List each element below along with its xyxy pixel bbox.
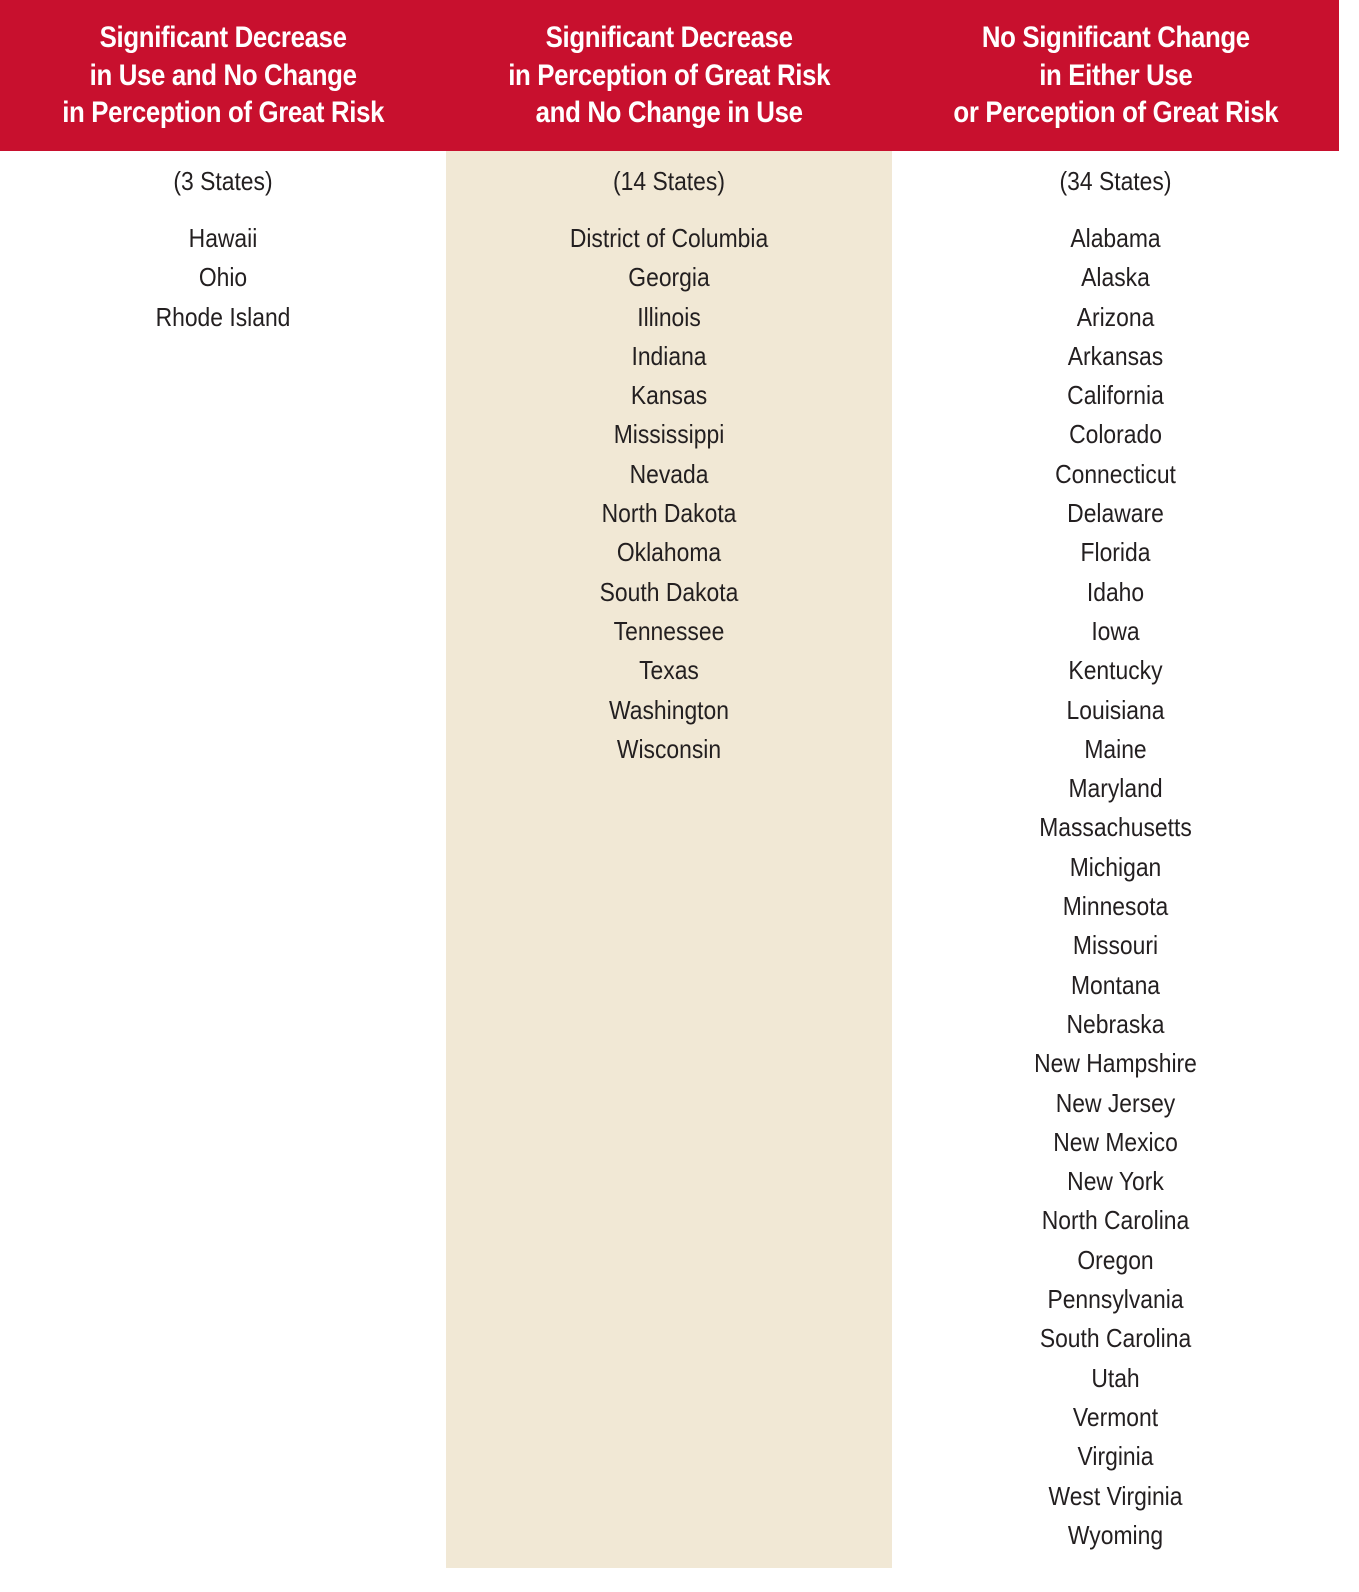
header-line: Significant Decrease	[99, 21, 347, 55]
state-item: South Dakota	[599, 576, 739, 607]
state-item: North Carolina	[1041, 1205, 1190, 1236]
state-item: Colorado	[1069, 419, 1162, 450]
column-header	[446, 0, 892, 151]
state-item: Kansas	[630, 380, 708, 411]
state-item: California	[1067, 380, 1164, 411]
column-header-text	[953, 19, 1278, 132]
state-count: (34 States)	[1059, 166, 1172, 196]
state-item: Wyoming	[1067, 1519, 1164, 1550]
state-item: Georgia	[628, 262, 710, 293]
header-line: Significant Decrease	[545, 21, 793, 55]
state-item: Pennsylvania	[1047, 1284, 1184, 1315]
column-no-significant-change	[892, 0, 1339, 1568]
column-decrease-in-perception	[446, 0, 892, 1568]
state-item: Alabama	[1070, 223, 1161, 253]
state-item: Nevada	[629, 458, 709, 489]
state-item: Texas	[639, 655, 699, 686]
header-line: or Perception of Great Risk	[953, 96, 1278, 130]
state-item: Vermont	[1072, 1401, 1159, 1432]
column-decrease-in-use	[0, 0, 446, 1568]
state-item: Delaware	[1067, 498, 1164, 529]
state-list	[446, 219, 892, 769]
header-line: and No Change in Use	[535, 96, 803, 130]
state-item: Oklahoma	[616, 537, 722, 568]
state-count: (3 States)	[173, 166, 273, 196]
state-item: Oregon	[1077, 1244, 1154, 1275]
state-item: Utah	[1091, 1362, 1140, 1393]
state-item: Florida	[1080, 537, 1151, 568]
state-item: Minnesota	[1062, 891, 1169, 922]
state-item: New Hampshire	[1034, 1048, 1197, 1079]
state-item: New Mexico	[1053, 1126, 1178, 1157]
state-item: Arkansas	[1067, 340, 1164, 371]
state-item: North Dakota	[601, 498, 737, 529]
state-item: Missouri	[1072, 930, 1159, 961]
state-item: Maryland	[1068, 773, 1163, 804]
state-item: Michigan	[1069, 851, 1162, 882]
state-item: Kentucky	[1068, 655, 1163, 686]
state-item: New Jersey	[1055, 1087, 1176, 1118]
column-header	[0, 0, 446, 151]
state-item: Hawaii	[188, 223, 258, 253]
state-item: New York	[1067, 1166, 1164, 1197]
state-item: Illinois	[637, 301, 701, 332]
state-item: Nebraska	[1066, 1008, 1165, 1039]
header-line: in Either Use	[1038, 58, 1193, 92]
state-item: Alaska	[1081, 262, 1150, 293]
state-item: South Carolina	[1039, 1323, 1192, 1354]
state-item: Ohio	[198, 262, 248, 293]
state-count: (14 States)	[613, 166, 725, 196]
state-item: West Virginia	[1048, 1480, 1183, 1511]
state-item: Virginia	[1077, 1441, 1154, 1472]
column-header-text	[62, 19, 384, 132]
state-item: Mississippi	[613, 419, 725, 450]
state-item: Washington	[609, 694, 729, 725]
state-item: Iowa	[1091, 615, 1140, 646]
column-header	[892, 0, 1339, 151]
state-item: Massachusetts	[1039, 812, 1192, 843]
state-item: Indiana	[631, 340, 707, 371]
state-item: Tennessee	[613, 615, 725, 646]
state-item: Wisconsin	[616, 733, 722, 764]
state-item: Connecticut	[1055, 458, 1176, 489]
column-header-text	[508, 19, 830, 132]
state-item: Idaho	[1086, 576, 1145, 607]
state-item: District of Columbia	[569, 223, 769, 253]
header-line: No Significant Change	[981, 21, 1250, 55]
state-item: Montana	[1070, 969, 1161, 1000]
state-item: Louisiana	[1066, 694, 1165, 725]
state-list	[0, 219, 446, 337]
state-list	[892, 219, 1339, 1555]
state-item: Arizona	[1076, 301, 1155, 332]
state-item: Rhode Island	[155, 301, 291, 332]
header-line: in Use and No Change	[89, 58, 357, 92]
header-line: in Perception of Great Risk	[508, 58, 830, 92]
header-line: in Perception of Great Risk	[62, 96, 384, 130]
state-item: Maine	[1084, 733, 1147, 764]
